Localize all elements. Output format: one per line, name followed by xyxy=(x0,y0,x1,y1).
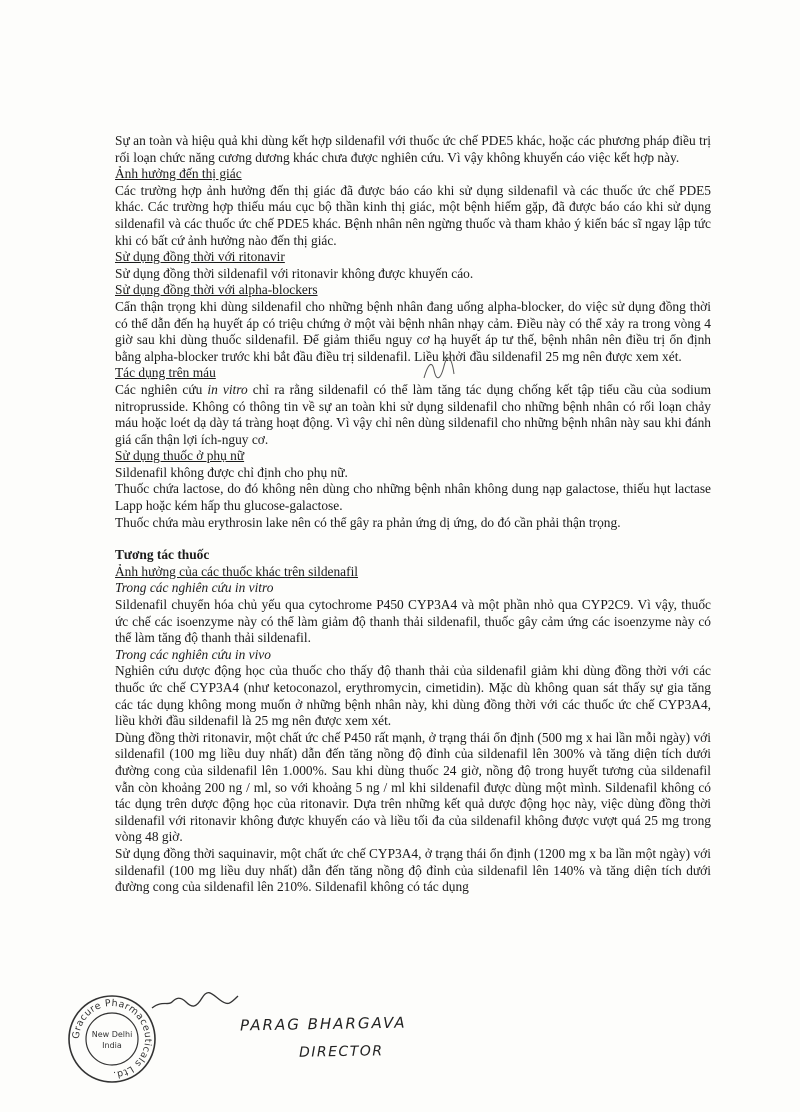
paragraph: Các trường hợp ảnh hưởng đến thị giác đã được báo cáo khi sử dụng sildenafil và các thuốc ức chế PDE5 khác. Các trường hợp thiếu máu cục bộ thần kinh thị giác, một bệnh hiếm gặp, đã được báo cáo khi sử dụng sildenafil và các thuốc ức chế PDE5 khác. Bệnh nhân nên ngừng thuốc và tham khảo ý kiến bác sĩ ngay lập tức khi có bất cứ ảnh hưởng nào đến thị giác. xyxy=(115,182,711,248)
paragraph: Sử dụng đồng thời saquinavir, một chất ức chế CYP3A4, ở trạng thái ổn định (1200 mg x ba lần một ngày) với sildenafil (100 mg liều duy nhất) dẫn đến tăng nồng độ đỉnh của sildenafil lên 140% và tăng diện tích dưới đường cong của sildenafil lên 210%. Sildenafil không có tác dụng xyxy=(115,845,711,895)
paragraph: Thuốc chứa màu erythrosin lake nên có thể gây ra phản ứng dị ứng, do đó cần phải thận trọng. xyxy=(115,514,621,530)
paragraph: Dùng đồng thời ritonavir, một chất ức chế P450 rất mạnh, ở trạng thái ổn định (500 mg x hai lần mỗi ngày) với sildenafil (100 mg liều duy nhất) dẫn đến tăng nồng độ đỉnh của sildenafil lên 300% và tăng diện tích dưới đường cong của sildenafil lên 1.000%. Sau khi dùng thuốc 24 giờ, nồng độ trong huyết tương của sildenafil vẫn còn khoảng 200 ng / ml, so với khoảng 5 ng / ml khi sildenafil được dùng một mình. Sildenafil không có tác dụng trên dược động học của ritonavir. Dựa trên những kết quả dược động học này, việc dùng đồng thời sildenafil với ritonavir không được khuyến cáo và liều tối đa của sildenafil không được vượt quá 25 mg trong vòng 48 giờ. xyxy=(115,729,711,845)
paragraph: Sildenafil không được chỉ định cho phụ nữ. xyxy=(115,464,348,480)
stamp-ring-text: Gracure Pharmaceuticals Ltd. xyxy=(70,997,154,1081)
stamp-country: India xyxy=(102,1041,122,1050)
signatory-title: DIRECTOR xyxy=(298,1043,384,1061)
section-heading: Sử dụng đồng thời với ritonavir xyxy=(115,249,285,265)
chapter-heading: Tương tác thuốc xyxy=(115,547,210,563)
section-heading: Sử dụng thuốc ở phụ nữ xyxy=(115,448,245,464)
paragraph: Sử dụng đồng thời sildenafil với ritonavir không được khuyến cáo. xyxy=(115,265,474,281)
paragraph: Nghiên cứu dược động học của thuốc cho thấy độ thanh thải của sildenafil giảm khi dùng đồng thời với các thuốc ức chế CYP3A4 (như ketoconazol, erythromycin, cimetidin). Mặc dù không quan sát thấy sự gia tăng các tác dụng không mong muốn ở những bệnh nhân này, khi dùng đồng thời với các thuốc ức chế CYP3A4, liều khởi đầu sildenafil là 25 mg nên được xem xét. xyxy=(115,663,711,729)
section-heading: Ảnh hưởng của các thuốc khác trên sildenafil xyxy=(115,563,359,579)
section-heading: Tác dụng trên máu xyxy=(115,365,216,381)
signature-stroke-icon xyxy=(150,990,240,1020)
subsection-heading: Trong các nghiên cứu in vivo xyxy=(115,646,271,662)
paragraph: Thuốc chứa lactose, do đó không nên dùng cho những bệnh nhân không dung nạp galactose, thiếu hụt lactase Lapp hoặc kém hấp thu glucose-galactose. xyxy=(115,481,711,514)
text-run: chỉ ra rằng sildenafil có thể làm tăng tác dụng chống kết tập tiểu cầu của sodium nitroprusside. Không có thông tin về sự an toàn khi sử dụng sildenafil cho những bệnh nhân có rối loạn chảy máu hoặc loét dạ dày tá tràng hoạt động. Vì vậy chỉ nên dùng sildenafil cho những bệnh nhân này sau khi đánh giá cẩn thận lợi ích-nguy cơ. xyxy=(115,381,712,447)
text-run: Các nghiên cứu xyxy=(115,381,208,397)
stamp-city: New Delhi xyxy=(91,1030,133,1039)
company-stamp-icon xyxy=(66,993,158,1085)
italic-term: in vitro xyxy=(207,381,248,397)
handwritten-mark-icon xyxy=(418,356,468,386)
paragraph: Sự an toàn và hiệu quả khi dùng kết hợp sildenafil với thuốc ức chế PDE5 khác, hoặc các phương pháp điều trị rối loạn chức năng cương dương khác chưa được nghiên cứu. Vì vậy không khuyến cáo việc kết hợp này. xyxy=(115,133,711,165)
document-body xyxy=(115,133,711,896)
section-heading: Ảnh hưởng đến thị giác xyxy=(115,166,242,182)
paragraph: Cẩn thận trọng khi dùng sildenafil cho những bệnh nhân đang uống alpha-blocker, do việc sử dụng đồng thời có thể dẫn đến hạ huyết áp có triệu chứng ở một vài bệnh nhân nhạy cảm. Điều này có thể xảy ra trong vòng 4 giờ sau khi dùng thuốc sildenafil. Để giảm thiểu nguy cơ hạ huyết áp tư thế, bệnh nhân nên điều trị ổn định bằng alpha-blocker trước khi bắt đầu điều trị sildenafil. Liều khởi đầu sildenafil 25 mg nên được xem xét. xyxy=(115,298,711,364)
signature-area xyxy=(0,990,800,1112)
signatory-name: PARAG BHARGAVA xyxy=(239,1013,407,1035)
subsection-heading: Trong các nghiên cứu in vitro xyxy=(115,580,274,596)
section-spacer xyxy=(115,531,711,547)
paragraph: Sildenafil chuyển hóa chủ yếu qua cytochrome P450 CYP3A4 và một phần nhỏ qua CYP2C9. Vì vậy, thuốc ức chế các isoenzyme này có thể làm giảm độ thanh thải sildenafil, thuốc gây cảm ứng các isoenzyme này có thể làm tăng độ thanh thải sildenafil. xyxy=(115,597,711,646)
paragraph xyxy=(115,382,711,448)
section-heading: Sử dụng đồng thời với alpha-blockers xyxy=(115,282,318,298)
